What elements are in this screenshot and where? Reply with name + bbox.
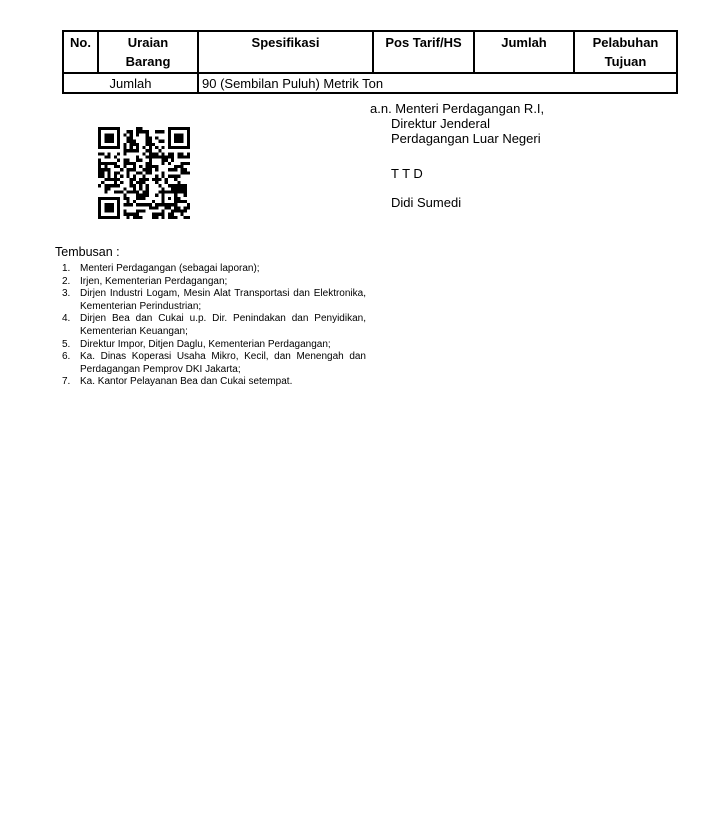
tembusan-item bbox=[62, 288, 367, 313]
signature-authority-line-3: Perdagangan Luar Negeri bbox=[391, 131, 541, 146]
item-text: Ka. Dinas Koperasi Usaha Mikro, Kecil, dan Menengah dan Perdagangan Pemprov DKI Jakarta; bbox=[80, 351, 366, 375]
item-number: 4. bbox=[62, 313, 71, 325]
tembusan-item bbox=[62, 376, 367, 389]
tembusan-item bbox=[62, 339, 367, 352]
summary-row bbox=[63, 73, 677, 93]
item-number: 7. bbox=[62, 376, 71, 388]
tembusan-item bbox=[62, 351, 367, 376]
item-text: Menteri Perdagangan (sebagai laporan); bbox=[80, 263, 260, 274]
header-no: No. bbox=[63, 31, 98, 73]
item-number: 5. bbox=[62, 338, 71, 350]
goods-table bbox=[62, 30, 678, 94]
item-number: 3. bbox=[62, 288, 71, 300]
item-text: Dirjen Bea dan Cukai u.p. Dir. Penindakan dan Penyidikan, Kementerian Keuangan; bbox=[80, 313, 366, 337]
header-pos-tarif-hs: Pos Tarif/HS bbox=[373, 31, 474, 73]
tembusan-title: Tembusan : bbox=[55, 245, 120, 259]
header-jumlah: Jumlah bbox=[474, 31, 574, 73]
item-text: Direktur Impor, Ditjen Daglu, Kementerian Perdagangan; bbox=[80, 338, 331, 350]
item-number: 2. bbox=[62, 275, 71, 287]
summary-label-cell: Jumlah bbox=[63, 73, 198, 93]
tembusan-list bbox=[55, 263, 367, 389]
tembusan-section bbox=[55, 245, 367, 389]
item-text: Irjen, Kementerian Perdagangan; bbox=[80, 275, 228, 287]
item-text: Dirjen Industri Logam, Mesin Alat Transportasi dan Elektronika, Kementerian Perindustrian; bbox=[80, 288, 366, 312]
signer-name: Didi Sumedi bbox=[391, 195, 462, 210]
qr-code-icon bbox=[98, 127, 190, 219]
header-uraian-barang: Uraian Barang bbox=[98, 31, 198, 73]
tembusan-item bbox=[62, 313, 367, 338]
tembusan-item bbox=[62, 276, 367, 289]
header-pelabuhan-tujuan: Pelabuhan Tujuan bbox=[574, 31, 677, 73]
signature-authority-line-1: a.n. Menteri Perdagangan R.I, bbox=[370, 101, 545, 116]
item-text: Ka. Kantor Pelayanan Bea dan Cukai setempat. bbox=[80, 376, 293, 388]
table-header-row bbox=[63, 31, 677, 73]
tembusan-item bbox=[62, 263, 367, 276]
item-number: 1. bbox=[62, 263, 71, 274]
signature-block bbox=[370, 101, 544, 210]
ttd-label: T T D bbox=[391, 166, 423, 181]
qr-code bbox=[98, 127, 190, 219]
signature-authority-line-2: Direktur Jenderal bbox=[391, 116, 490, 131]
item-number: 6. bbox=[62, 351, 71, 363]
summary-value-cell: 90 (Sembilan Puluh) Metrik Ton bbox=[198, 73, 677, 93]
header-spesifikasi: Spesifikasi bbox=[198, 31, 373, 73]
